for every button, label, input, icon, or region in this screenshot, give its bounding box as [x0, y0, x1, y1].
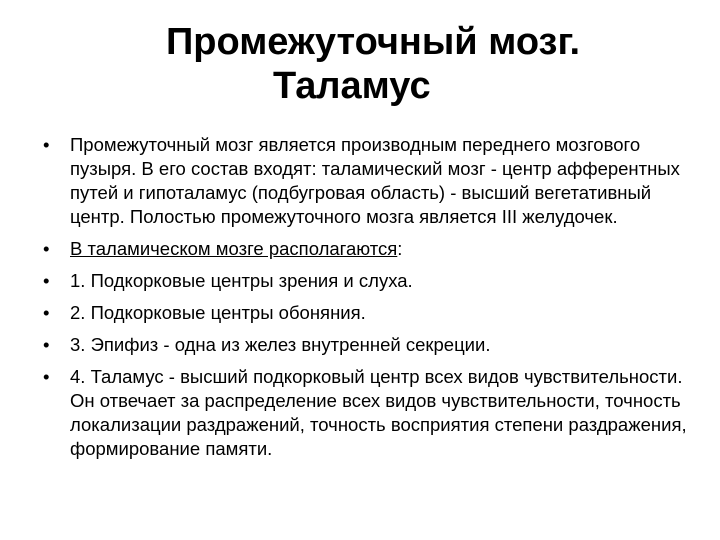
bullet-underlined-text: В таламическом мозге располагаются [70, 238, 398, 259]
slide-title [0, 20, 720, 108]
bullet-item-thalamus-function [43, 365, 693, 461]
bullet-item-epiphysis [43, 333, 693, 357]
slide-title-line-2: Таламус [273, 65, 431, 107]
bullet-item-thalamus-heading [43, 237, 693, 261]
bullet-icon: • [43, 334, 50, 355]
bullet-item-olfaction [43, 301, 693, 325]
bullet-icon: • [43, 302, 50, 323]
bullet-colon: : [397, 238, 403, 259]
bullet-list [43, 133, 693, 469]
bullet-text: Промежуточный мозг является производным переднего мозгового пузыря. В его состав входят: таламический мозг - центр афферентных путей и гипоталамус (подбугровая область) - высший вегетативный центр. Полостью промежуточного мозга является III желудочек. [70, 134, 680, 227]
slide-title-line-1: Промежуточный мозг. [165, 21, 581, 63]
bullet-text: 2. Подкорковые центры обоняния. [70, 302, 366, 323]
bullet-icon: • [43, 270, 50, 291]
bullet-item-intro [43, 133, 693, 229]
bullet-text: 3. Эпифиз - одна из желез внутренней секреции. [70, 334, 491, 355]
bullet-icon: • [43, 238, 50, 259]
bullet-icon: • [43, 366, 50, 387]
bullet-icon: • [43, 134, 50, 155]
bullet-text: 1. Подкорковые центры зрения и слуха. [70, 270, 413, 291]
bullet-text: 4. Таламус - высший подкорковый центр всех видов чувствительности. Он отвечает за распределение всех видов чувствительности, точность локализации раздражений, точность восприятия степени раздражения, формирование памяти. [70, 366, 687, 459]
bullet-item-vision-hearing [43, 269, 693, 293]
